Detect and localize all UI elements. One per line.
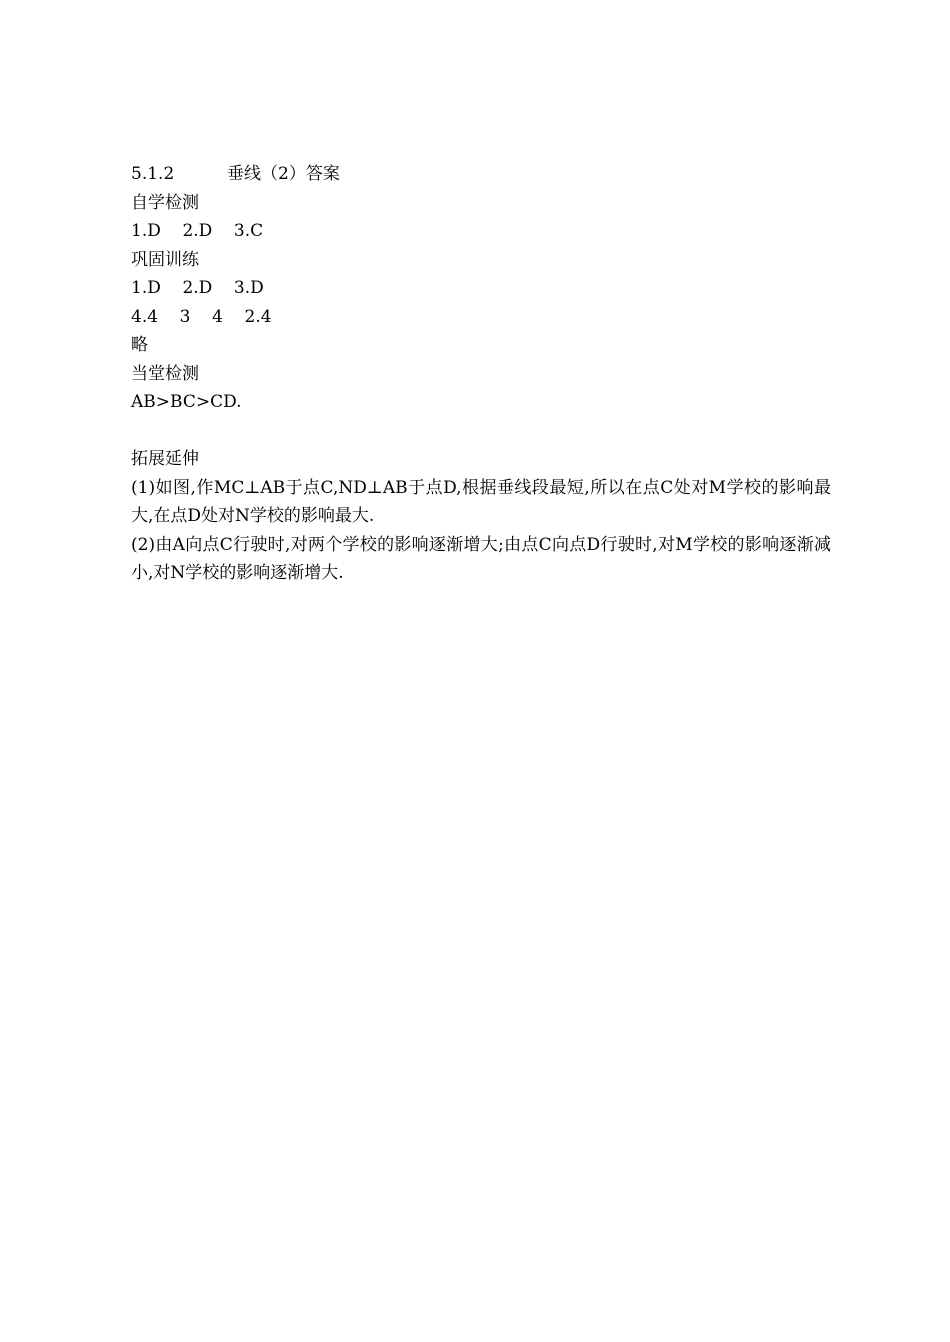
blank-line	[131, 417, 831, 446]
practice-answers-row-1: 1.D 2.D 3.D	[131, 278, 264, 298]
title-number: 5.1.2	[131, 164, 175, 184]
title-text: 垂线（2）答案	[227, 164, 340, 184]
section-heading-self-check: 自学检测	[131, 192, 199, 213]
section-heading-practice: 巩固训练	[131, 249, 199, 270]
section-heading-extension: 拓展延伸	[131, 449, 199, 469]
extension-answer-part-1: (1)如图,作MC⊥AB于点C,ND⊥AB于点D,根据垂线段最短,所以在点C处对M学校的影响最大,在点D处对N学校的影响最大.	[131, 477, 831, 526]
class-check-answer: AB>BC>CD.	[131, 392, 242, 412]
document-title	[131, 160, 831, 189]
practice-answers-row-2: 4.4 3 4 2.4	[131, 306, 272, 327]
practice-omitted-note: 略	[131, 335, 148, 355]
document-content	[131, 160, 831, 588]
extension-answer-part-2: (2)由A向点C行驶时,对两个学校的影响逐渐增大;由点C向点D行驶时,对M学校的影响逐渐减小,对N学校的影响逐渐增大.	[131, 534, 831, 583]
self-check-answers: 1.D 2.D 3.C	[131, 221, 264, 241]
section-heading-class-check: 当堂检测	[131, 363, 199, 384]
